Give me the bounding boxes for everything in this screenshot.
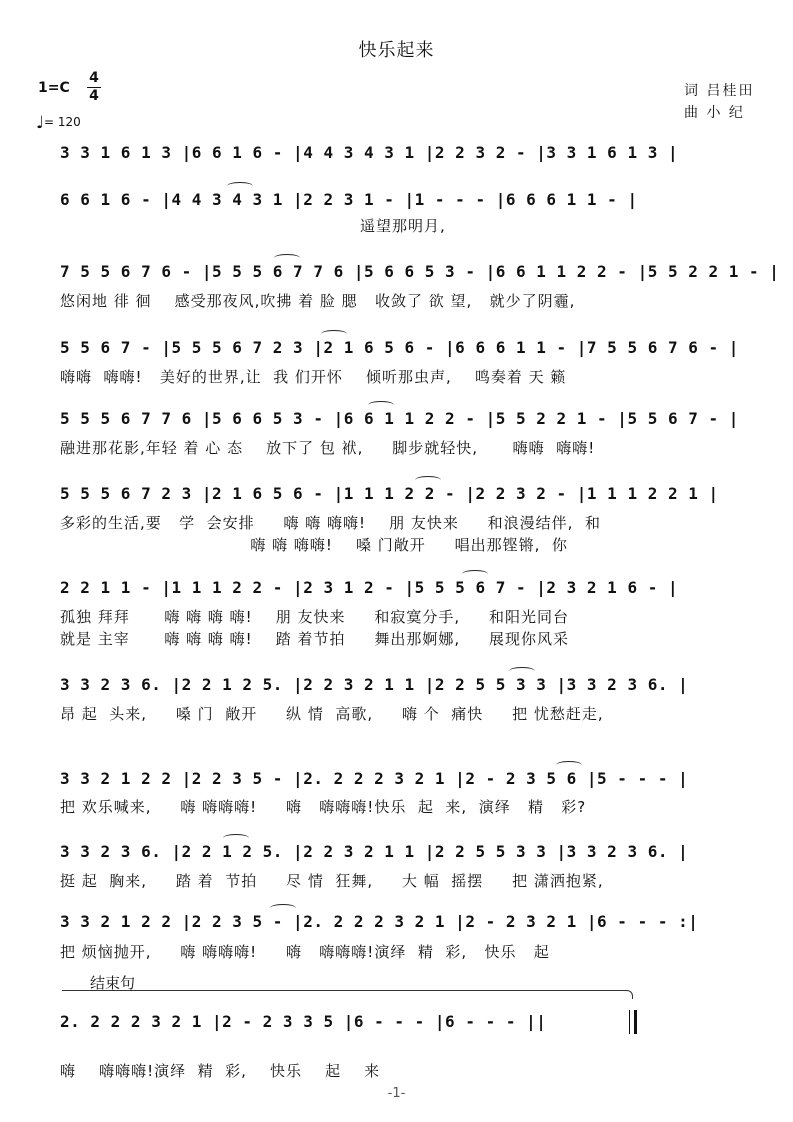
- final-barline-thin: [629, 1010, 630, 1034]
- slur-mark: [462, 570, 488, 578]
- notation-line: 2. 2 2 2 3 2 1 |2 - 2 3 3 5 |6 - - - |6 - - - ||: [60, 1012, 547, 1031]
- lyric-line: 遥望那明月,: [60, 217, 446, 235]
- final-barline-thick: [634, 1010, 637, 1034]
- time-signature: [87, 71, 101, 104]
- slur-mark: [274, 254, 300, 262]
- ending-bracket: [62, 990, 633, 999]
- lyric-line: 孤独 拜拜 嗨 嗨 嗨 嗨! 朋 友快来 和寂寞分手, 和阳光同台: [60, 608, 569, 626]
- lyricist: 词 吕桂田: [684, 83, 755, 99]
- tempo-marking: [36, 113, 81, 133]
- notation-line: 3 3 1 6 1 3 |6 6 1 6 - |4 4 3 4 3 1 |2 2 3 2 - |3 3 1 6 1 3 |: [60, 143, 679, 162]
- lyric-line: 嗨 嗨嗨嗨!演绎 精 彩, 快乐 起 来: [60, 1062, 381, 1080]
- lyric-line: 嗨嗨 嗨嗨! 美好的世界,让 我 们开怀 倾听那虫声, 鸣奏着 天 籁: [60, 368, 567, 386]
- notation-line: 5 5 5 6 7 2 3 |2 1 6 5 6 - |1 1 1 2 2 - |2 2 3 2 - |1 1 1 2 2 1 |: [60, 484, 719, 503]
- ending-label: 结束句: [90, 974, 136, 992]
- slur-mark: [270, 904, 296, 912]
- slur-mark: [415, 476, 441, 484]
- slur-mark: [368, 401, 394, 409]
- page-number: -1-: [387, 1086, 406, 1101]
- tempo-value: = 120: [44, 115, 81, 129]
- lyric-line: 昂 起 头来, 嗓 门 敞开 纵 情 高歌, 嗨 个 痛快 把 忧愁赶走,: [60, 705, 604, 723]
- key-signature: 1=C: [38, 80, 70, 96]
- lyric-line: 就是 主宰 嗨 嗨 嗨 嗨! 踏 着节拍 舞出那婀娜, 展现你风采: [60, 630, 569, 648]
- lyric-line: 把 烦恼抛开, 嗨 嗨嗨嗨! 嗨 嗨嗨嗨!演绎 精 彩, 快乐 起: [60, 943, 550, 961]
- notation-line: 3 3 2 3 6. |2 2 1 2 5. |2 2 3 2 1 1 |2 2 5 5 3 3 |3 3 2 3 6. |: [60, 842, 689, 861]
- quarter-note-icon: ♩: [36, 113, 45, 133]
- composer: 曲 小 纪: [684, 105, 745, 121]
- lyric-line: 多彩的生活,要 学 会安排 嗨 嗨 嗨嗨! 朋 友快来 和浪漫结伴, 和: [60, 514, 601, 532]
- lyric-line: 挺 起 胸来, 踏 着 节拍 尽 情 狂舞, 大 幅 摇摆 把 潇洒抱紧,: [60, 872, 604, 890]
- lyric-line: 悠闲地 徘 徊 感受那夜风,吹拂 着 脸 腮 收敛了 欲 望, 就少了阴霾,: [60, 292, 576, 310]
- lyric-line: 嗨 嗨 嗨嗨! 嗓 门敞开 唱出那铿锵, 你: [60, 536, 568, 554]
- time-signature-bottom: 4: [89, 88, 99, 104]
- slur-mark: [227, 182, 253, 190]
- time-signature-top: 4: [89, 70, 99, 86]
- notation-line: 6 6 1 6 - |4 4 3 4 3 1 |2 2 3 1 - |1 - - - |6 6 6 1 1 - |: [60, 190, 638, 209]
- slur-mark: [223, 834, 249, 842]
- slur-mark: [321, 330, 347, 338]
- notation-line: 5 5 5 6 7 7 6 |5 6 6 5 3 - |6 6 1 1 2 2 - |5 5 2 2 1 - |5 5 6 7 - |: [60, 409, 739, 428]
- slur-mark: [509, 667, 535, 675]
- notation-line: 5 5 6 7 - |5 5 5 6 7 2 3 |2 1 6 5 6 - |6 6 6 1 1 - |7 5 5 6 7 6 - |: [60, 338, 739, 357]
- lyric-line: 融进那花影,年轻 着 心 态 放下了 包 袱, 脚步就轻快, 嗨嗨 嗨嗨!: [60, 439, 596, 457]
- notation-line: 2 2 1 1 - |1 1 1 2 2 - |2 3 1 2 - |5 5 5 6 7 - |2 3 2 1 6 - |: [60, 578, 679, 597]
- page-title: 快乐起来: [358, 40, 435, 61]
- notation-line: 7 5 5 6 7 6 - |5 5 5 6 7 7 6 |5 6 6 5 3 - |6 6 1 1 2 2 - |5 5 2 2 1 - |: [60, 262, 780, 281]
- lyric-line: 把 欢乐喊来, 嗨 嗨嗨嗨! 嗨 嗨嗨嗨!快乐 起 来, 演绎 精 彩?: [60, 798, 587, 816]
- notation-line: 3 3 2 3 6. |2 2 1 2 5. |2 2 3 2 1 1 |2 2 5 5 3 3 |3 3 2 3 6. |: [60, 675, 689, 694]
- notation-line: 3 3 2 1 2 2 |2 2 3 5 - |2. 2 2 2 3 2 1 |2 - 2 3 2 1 |6 - - - :|: [60, 912, 699, 931]
- notation-line: 3 3 2 1 2 2 |2 2 3 5 - |2. 2 2 2 3 2 1 |2 - 2 3 5 6 |5 - - - |: [60, 769, 689, 788]
- slur-mark: [556, 761, 582, 769]
- credits: [684, 80, 754, 124]
